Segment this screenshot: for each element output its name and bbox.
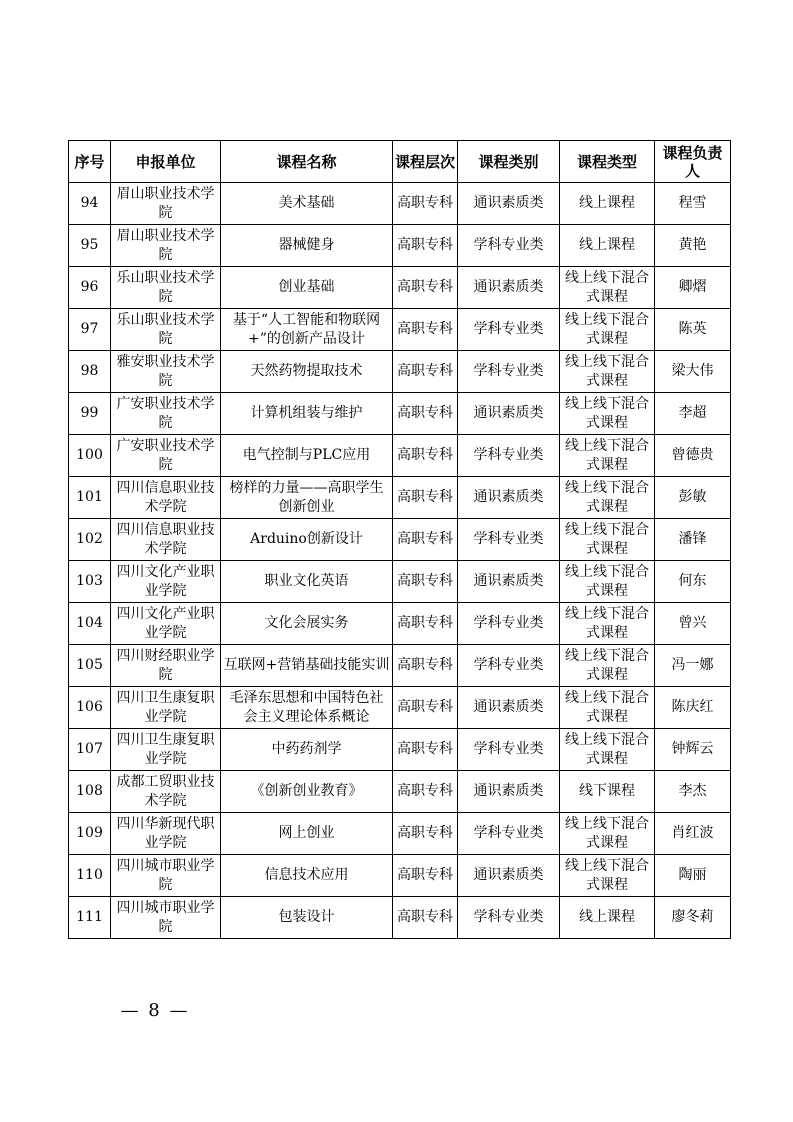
cell-type: 线上线下混合式课程 (560, 645, 655, 687)
cell-type: 线上课程 (560, 183, 655, 225)
table-row (69, 351, 731, 393)
cell-level: 高职专科 (393, 351, 458, 393)
cell-level: 高职专科 (393, 477, 458, 519)
page-number: — 8 — (120, 1000, 190, 1021)
cell-type: 线上线下混合式课程 (560, 603, 655, 645)
cell-course-name: 网上创业 (221, 813, 393, 855)
table-row (69, 813, 731, 855)
cell-lead: 彭敏 (655, 477, 731, 519)
table-row (69, 519, 731, 561)
cell-unit: 四川城市职业学院 (111, 897, 221, 939)
cell-course-name: 榜样的力量——高职学生创新创业 (221, 477, 393, 519)
table-row (69, 687, 731, 729)
cell-lead: 卿熠 (655, 267, 731, 309)
cell-lead: 程雪 (655, 183, 731, 225)
table-row (69, 897, 731, 939)
header-lead: 课程负责人 (655, 141, 731, 183)
table-row (69, 855, 731, 897)
cell-type: 线上线下混合式课程 (560, 393, 655, 435)
table-row (69, 183, 731, 225)
cell-category: 学科专业类 (458, 897, 560, 939)
cell-lead: 曾德贵 (655, 435, 731, 477)
table-row (69, 771, 731, 813)
cell-unit: 乐山职业技术学院 (111, 309, 221, 351)
cell-category: 学科专业类 (458, 813, 560, 855)
cell-unit: 广安职业技术学院 (111, 435, 221, 477)
cell-seq: 108 (69, 771, 111, 813)
cell-category: 通识素质类 (458, 267, 560, 309)
cell-lead: 廖冬莉 (655, 897, 731, 939)
cell-category: 通识素质类 (458, 687, 560, 729)
table-row (69, 393, 731, 435)
cell-lead: 冯一娜 (655, 645, 731, 687)
cell-category: 通识素质类 (458, 393, 560, 435)
cell-seq: 95 (69, 225, 111, 267)
table-row (69, 477, 731, 519)
cell-course-name: 互联网+营销基础技能实训 (221, 645, 393, 687)
cell-lead: 陈庆红 (655, 687, 731, 729)
cell-course-name: 基于“人工智能和物联网+”的创新产品设计 (221, 309, 393, 351)
cell-lead: 黄艳 (655, 225, 731, 267)
cell-category: 通识素质类 (458, 477, 560, 519)
cell-unit: 成都工贸职业技术学院 (111, 771, 221, 813)
cell-lead: 陶丽 (655, 855, 731, 897)
cell-unit: 乐山职业技术学院 (111, 267, 221, 309)
cell-unit: 四川财经职业学院 (111, 645, 221, 687)
cell-type: 线下课程 (560, 771, 655, 813)
cell-type: 线上线下混合式课程 (560, 267, 655, 309)
cell-level: 高职专科 (393, 645, 458, 687)
cell-unit: 四川华新现代职业学院 (111, 813, 221, 855)
header-category: 课程类别 (458, 141, 560, 183)
cell-type: 线上线下混合式课程 (560, 309, 655, 351)
cell-type: 线上课程 (560, 897, 655, 939)
cell-course-name: 中药药剂学 (221, 729, 393, 771)
cell-category: 学科专业类 (458, 435, 560, 477)
cell-course-name: 文化会展实务 (221, 603, 393, 645)
cell-course-name: 天然药物提取技术 (221, 351, 393, 393)
cell-course-name: 计算机组装与维护 (221, 393, 393, 435)
cell-type: 线上线下混合式课程 (560, 435, 655, 477)
cell-category: 学科专业类 (458, 225, 560, 267)
cell-seq: 97 (69, 309, 111, 351)
header-level: 课程层次 (393, 141, 458, 183)
cell-course-name: 器械健身 (221, 225, 393, 267)
cell-lead: 李超 (655, 393, 731, 435)
cell-unit: 四川卫生康复职业学院 (111, 729, 221, 771)
cell-level: 高职专科 (393, 603, 458, 645)
cell-course-name: 创业基础 (221, 267, 393, 309)
cell-seq: 101 (69, 477, 111, 519)
cell-seq: 105 (69, 645, 111, 687)
table-row (69, 561, 731, 603)
cell-unit: 四川城市职业学院 (111, 855, 221, 897)
table-row (69, 309, 731, 351)
cell-category: 学科专业类 (458, 351, 560, 393)
cell-level: 高职专科 (393, 519, 458, 561)
cell-seq: 102 (69, 519, 111, 561)
cell-type: 线上线下混合式课程 (560, 477, 655, 519)
cell-lead: 潘锋 (655, 519, 731, 561)
table-header-row (69, 141, 731, 183)
cell-seq: 106 (69, 687, 111, 729)
cell-seq: 100 (69, 435, 111, 477)
cell-seq: 104 (69, 603, 111, 645)
header-seq: 序号 (69, 141, 111, 183)
table-row (69, 645, 731, 687)
cell-category: 学科专业类 (458, 645, 560, 687)
cell-type: 线上线下混合式课程 (560, 351, 655, 393)
cell-category: 学科专业类 (458, 729, 560, 771)
table-row (69, 267, 731, 309)
cell-type: 线上线下混合式课程 (560, 855, 655, 897)
cell-level: 高职专科 (393, 687, 458, 729)
cell-course-name: 电气控制与PLC应用 (221, 435, 393, 477)
cell-unit: 四川信息职业技术学院 (111, 477, 221, 519)
cell-unit: 眉山职业技术学院 (111, 225, 221, 267)
cell-level: 高职专科 (393, 561, 458, 603)
cell-unit: 四川卫生康复职业学院 (111, 687, 221, 729)
cell-seq: 94 (69, 183, 111, 225)
cell-category: 通识素质类 (458, 183, 560, 225)
cell-lead: 钟辉云 (655, 729, 731, 771)
cell-seq: 111 (69, 897, 111, 939)
cell-seq: 98 (69, 351, 111, 393)
cell-course-name: 《创新创业教育》 (221, 771, 393, 813)
cell-lead: 李杰 (655, 771, 731, 813)
cell-level: 高职专科 (393, 183, 458, 225)
cell-seq: 96 (69, 267, 111, 309)
cell-seq: 109 (69, 813, 111, 855)
cell-level: 高职专科 (393, 771, 458, 813)
cell-lead: 梁大伟 (655, 351, 731, 393)
cell-type: 线上线下混合式课程 (560, 813, 655, 855)
table-row (69, 729, 731, 771)
cell-lead: 曾兴 (655, 603, 731, 645)
cell-level: 高职专科 (393, 225, 458, 267)
cell-category: 学科专业类 (458, 309, 560, 351)
cell-unit: 广安职业技术学院 (111, 393, 221, 435)
table-body (69, 183, 731, 939)
header-name: 课程名称 (221, 141, 393, 183)
cell-course-name: 毛泽东思想和中国特色社会主义理论体系概论 (221, 687, 393, 729)
cell-level: 高职专科 (393, 729, 458, 771)
cell-course-name: 美术基础 (221, 183, 393, 225)
cell-course-name: Arduino创新设计 (221, 519, 393, 561)
cell-level: 高职专科 (393, 393, 458, 435)
table-row (69, 225, 731, 267)
cell-course-name: 包装设计 (221, 897, 393, 939)
cell-unit: 雅安职业技术学院 (111, 351, 221, 393)
cell-unit: 四川文化产业职业学院 (111, 561, 221, 603)
cell-category: 学科专业类 (458, 603, 560, 645)
table-row (69, 435, 731, 477)
cell-type: 线上线下混合式课程 (560, 729, 655, 771)
cell-type: 线上线下混合式课程 (560, 687, 655, 729)
cell-lead: 陈英 (655, 309, 731, 351)
cell-unit: 四川文化产业职业学院 (111, 603, 221, 645)
cell-seq: 99 (69, 393, 111, 435)
cell-seq: 110 (69, 855, 111, 897)
cell-type: 线上课程 (560, 225, 655, 267)
cell-level: 高职专科 (393, 267, 458, 309)
cell-lead: 肖红波 (655, 813, 731, 855)
cell-unit: 眉山职业技术学院 (111, 183, 221, 225)
header-unit: 申报单位 (111, 141, 221, 183)
table-row (69, 603, 731, 645)
cell-level: 高职专科 (393, 855, 458, 897)
cell-level: 高职专科 (393, 897, 458, 939)
cell-category: 通识素质类 (458, 855, 560, 897)
cell-lead: 何东 (655, 561, 731, 603)
cell-course-name: 信息技术应用 (221, 855, 393, 897)
cell-category: 通识素质类 (458, 771, 560, 813)
cell-type: 线上线下混合式课程 (560, 519, 655, 561)
cell-course-name: 职业文化英语 (221, 561, 393, 603)
cell-unit: 四川信息职业技术学院 (111, 519, 221, 561)
course-table (68, 140, 731, 939)
cell-type: 线上线下混合式课程 (560, 561, 655, 603)
cell-category: 通识素质类 (458, 561, 560, 603)
cell-category: 学科专业类 (458, 519, 560, 561)
cell-seq: 107 (69, 729, 111, 771)
cell-level: 高职专科 (393, 309, 458, 351)
cell-seq: 103 (69, 561, 111, 603)
cell-level: 高职专科 (393, 813, 458, 855)
header-type: 课程类型 (560, 141, 655, 183)
cell-level: 高职专科 (393, 435, 458, 477)
